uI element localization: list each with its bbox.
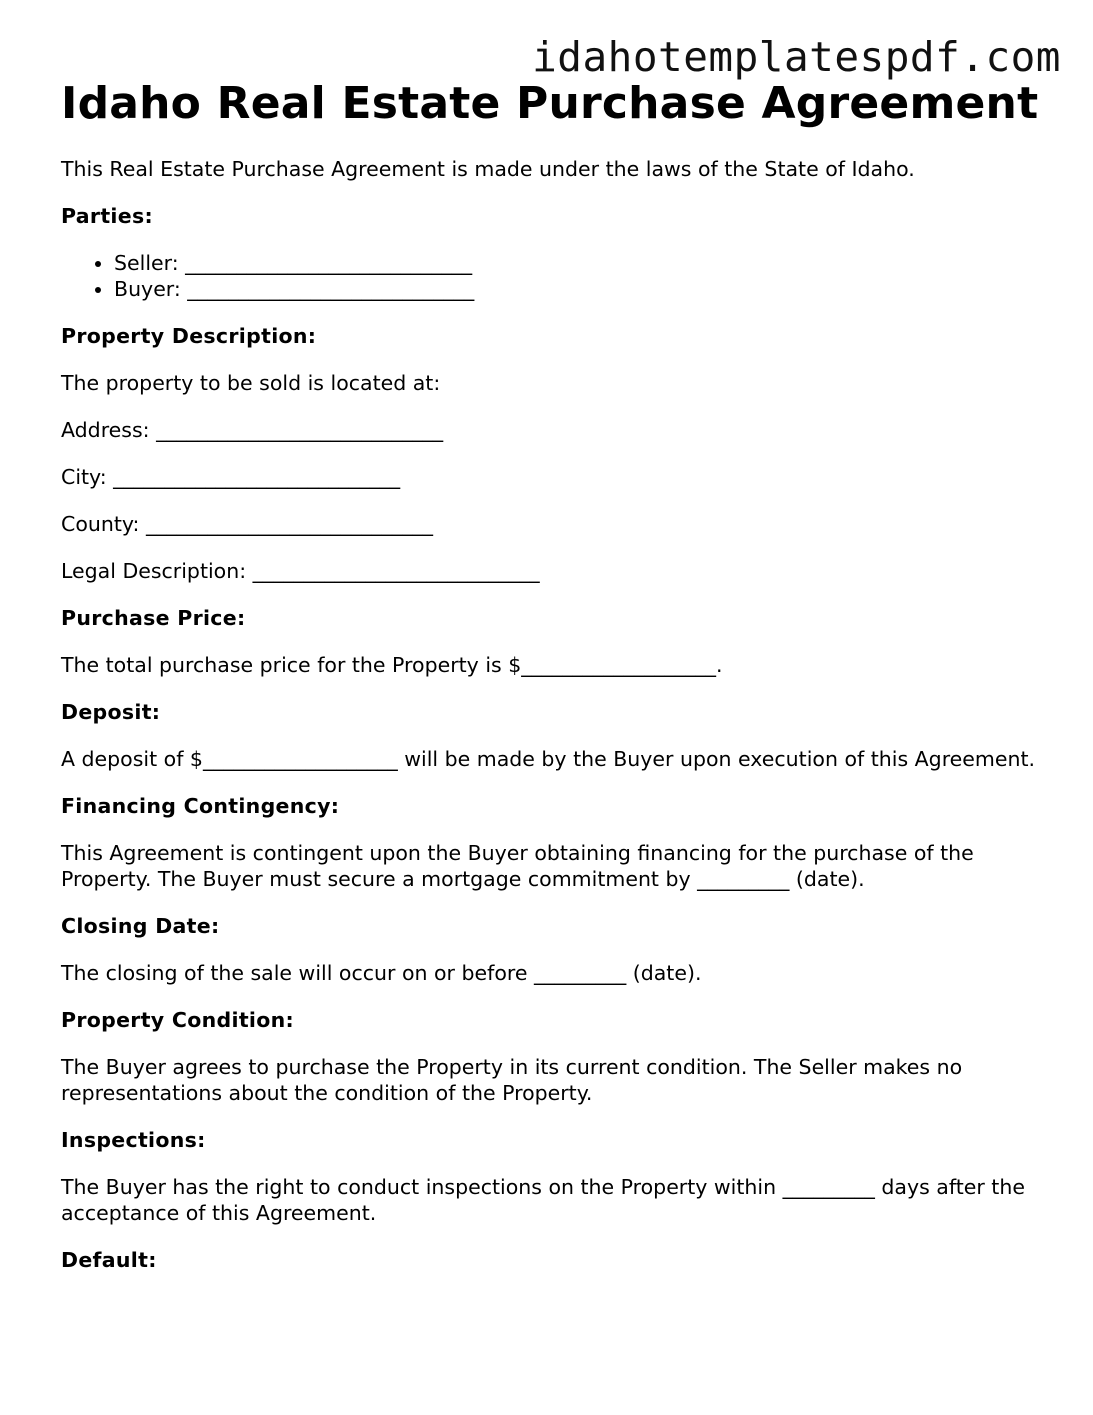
county-field: County: ____________________________: [61, 512, 433, 536]
property-location-intro: The property to be sold is located at:: [61, 371, 441, 395]
parties-list: [61, 250, 1051, 302]
inspections-heading: Inspections:: [61, 1128, 206, 1152]
inspections-text: The Buyer has the right to conduct inspections on the Property within _________ days after the acceptance of this Agreement.: [61, 1175, 1025, 1225]
address-field: Address: ____________________________: [61, 418, 444, 442]
buyer-field: • Buyer: ____________________________: [114, 276, 1051, 302]
default-heading: Default:: [61, 1248, 157, 1272]
legal-description-field: Legal Description: ____________________________: [61, 559, 540, 583]
parties-heading: Parties:: [61, 204, 153, 228]
deposit-text: A deposit of $___________________ will be made by the Buyer upon execution of this Agreement.: [61, 747, 1036, 771]
document-title: Idaho Real Estate Purchase Agreement: [61, 78, 1039, 129]
closing-date-heading: Closing Date:: [61, 914, 220, 938]
financing-text: This Agreement is contingent upon the Buyer obtaining financing for the purchase of the Property. The Buyer must secure a mortgage commitment by _________ (date).: [61, 841, 974, 891]
deposit-heading: Deposit:: [61, 700, 161, 724]
site-watermark: idahotemplatespdf.com: [532, 33, 1061, 81]
property-description-heading: Property Description:: [61, 324, 317, 348]
seller-field: • Seller: ____________________________: [114, 250, 1051, 276]
document-page: [61, 78, 1051, 1273]
closing-date-text: The closing of the sale will occur on or before _________ (date).: [61, 961, 702, 985]
purchase-price-heading: Purchase Price:: [61, 606, 246, 630]
intro-text: This Real Estate Purchase Agreement is made under the laws of the State of Idaho.: [61, 157, 915, 181]
property-condition-text: The Buyer agrees to purchase the Property in its current condition. The Seller makes no representations about the condition of the Property.: [61, 1055, 963, 1105]
purchase-price-text: The total purchase price for the Property is $___________________.: [61, 653, 723, 677]
city-field: City: ____________________________: [61, 465, 401, 489]
financing-heading: Financing Contingency:: [61, 794, 340, 818]
property-condition-heading: Property Condition:: [61, 1008, 295, 1032]
